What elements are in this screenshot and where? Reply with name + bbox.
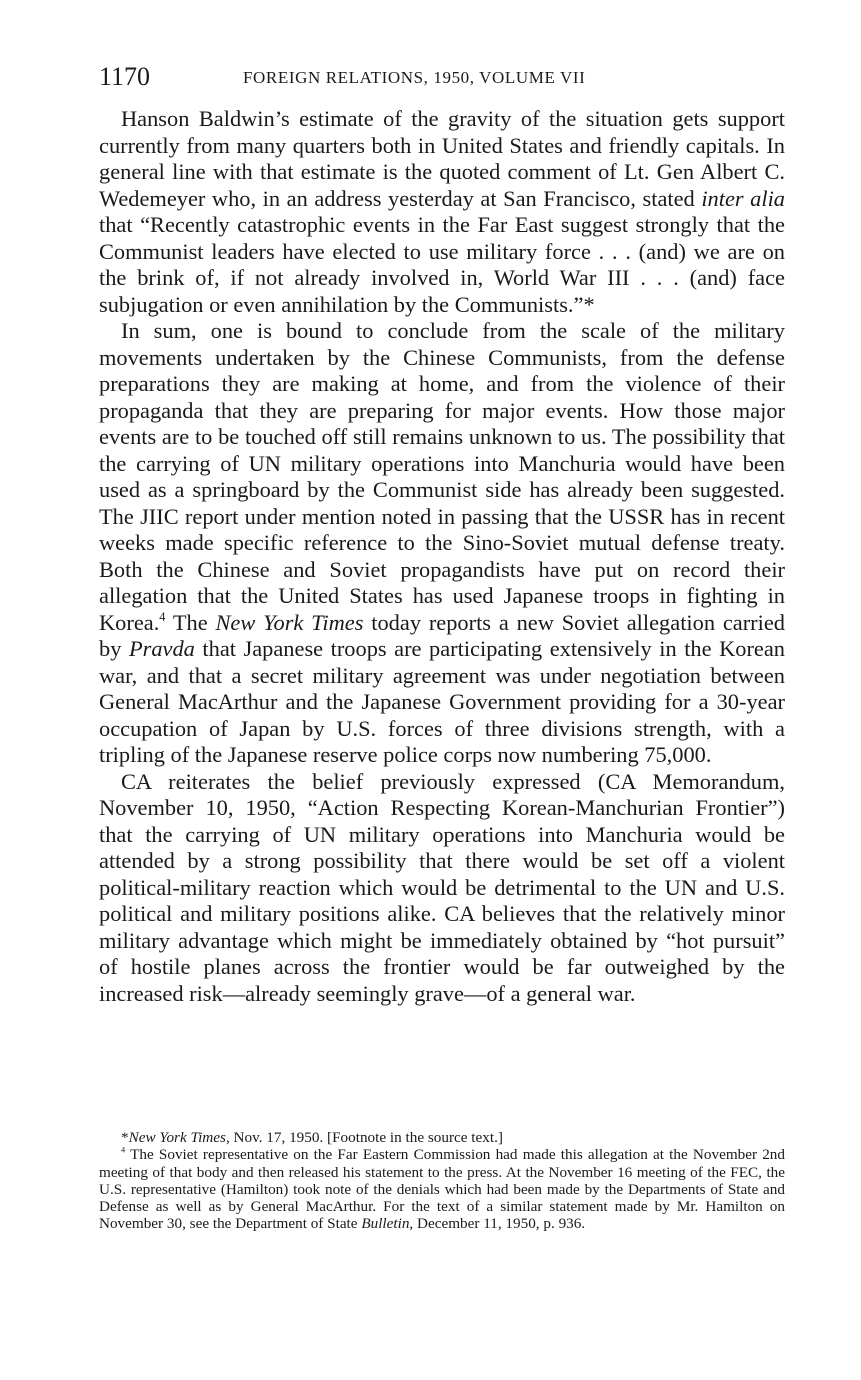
footnote-asterisk: *New York Times, Nov. 17, 1950. [Footnote in the source text.] — [121, 1129, 503, 1146]
footnotes — [99, 1129, 785, 1233]
footnote-marker: 4 — [121, 1146, 126, 1156]
page-number: 1170 — [99, 62, 151, 91]
paragraph-ca-reiterates: CA reiterates the belief previously expressed (CA Memorandum, November 10, 1950, “Action Respecting Korean-Manchurian Frontier”) that the carrying of UN military operations into Manchuria would be attended by a strong possibility that there would be set off a violent political-military reaction which would be detrimental to the UN and U.S. political and military positions alike. CA believes that the relatively minor military advantage which might be immediately obtained by “hot pursuit” of hostile planes across the frontier would be far outweighed by the increased risk—already seemingly grave—of a general war. — [99, 768, 785, 1006]
publication-title: Pravda — [128, 636, 195, 661]
footnote-reference: 4 — [159, 609, 166, 624]
italic-phrase: inter alia — [701, 185, 786, 211]
footnote-4: $^4$ The Soviet representative on the Far Eastern Commission had made this allegation at the November 2nd meeting of that body and then released his statement to the press. At the November 16 meeting of the FEC, the U.S. representative (Hamilton) took note of the denials which had been made by the Departments of State and Defense as well as by General MacArthur. For the text of a similar statement made by Mr. Hamilton on November 30, see the Department of State Bulletin, December 11, 1950, p. 936. — [99, 1146, 785, 1233]
page-header — [99, 62, 785, 92]
publication-title: New York Times — [215, 609, 364, 635]
body-text — [99, 106, 785, 1007]
publication-title: Bulletin — [361, 1215, 410, 1233]
paragraph-baldwin-estimate: Hanson Baldwin’s estimate of the gravity of the situation gets support currently from many quarters both in United States and friendly capitals. In general line with that estimate is the quoted comment of Lt. Gen Albert C. Wedemeyer who, in an address yesterday at San Francisco, stated inter alia that “Recently catastrophic events in the Far East suggest strongly that the Communist leaders have elected to use military force . . . (and) we are on the brink of, if not already involved in, World War III . . . (and) face subjugation or even annihilation by the Communists.”* — [99, 106, 786, 317]
paragraph-in-sum: In sum, one is bound to conclude from the scale of the military movements undertaken by the Chinese Communists, from the defense preparations they are making at home, and from the violence of their propaganda that they are preparing for major events. How those major events are to be touched off still remains unknown to us. The possibility that the carrying of UN military operations into Manchuria would have been used as a springboard by the Communist side has already been suggested. The JIIC report under mention noted in passing that the USSR has in recent weeks made specific reference to the Sino-Soviet mutual defense treaty. Both the Chinese and Soviet propagandists have put on record their allegation that the United States has used Japanese troops in fighting in Korea.$^4$ The New York Times today reports a new Soviet allegation carried by Pravda that Japanese troops are participating extensively in the Korean war, and that a secret military agreement was under negotiation between General MacArthur and the Japanese Government providing for a 30-year occupation of Japan by U.S. forces of three divisions strength, with a tripling of the Japanese reserve police corps now numbering 75,000. — [99, 318, 785, 767]
publication-title: New York Times — [128, 1129, 226, 1146]
running-title: FOREIGN RELATIONS, 1950, VOLUME VII — [243, 68, 586, 87]
